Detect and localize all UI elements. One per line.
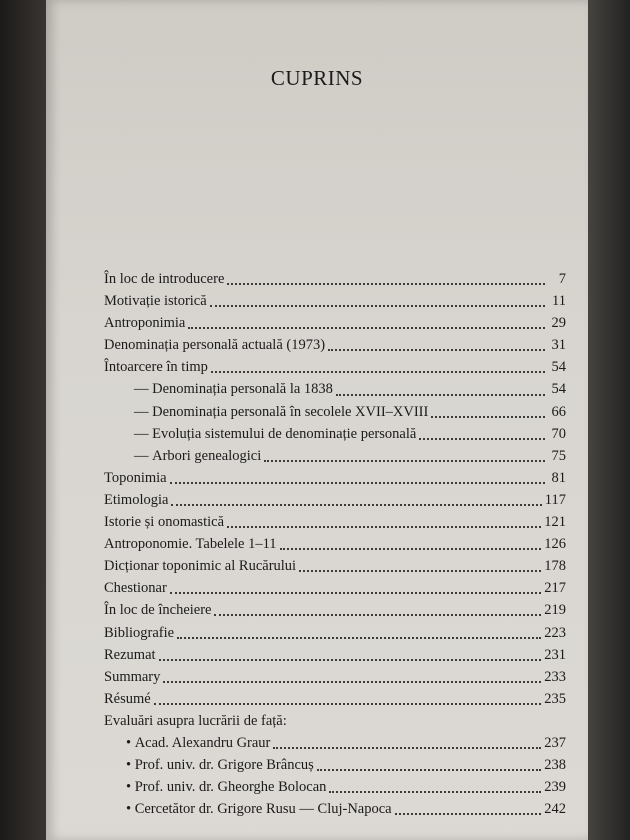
toc-entry-label: Denominația personală actuală (1973)	[104, 337, 326, 354]
toc-entry-page: 238	[544, 757, 566, 774]
toc-entry-page: 117	[544, 491, 566, 508]
dot-leader	[329, 791, 541, 793]
toc-entry	[104, 334, 566, 356]
toc-entry-label: Résumé	[104, 690, 151, 707]
toc-entry-page: 239	[544, 779, 566, 796]
toc-entry	[104, 555, 566, 577]
book-page	[46, 0, 588, 840]
dot-leader	[188, 327, 545, 329]
toc-entry-page: 231	[544, 646, 566, 663]
toc-entry	[104, 489, 566, 511]
toc-entry	[104, 644, 566, 666]
toc-entry-page: 178	[544, 558, 566, 575]
toc-entry-label: Evaluări asupra lucrării de față:	[104, 712, 287, 729]
dot-leader	[170, 482, 545, 484]
dot-leader	[227, 283, 545, 285]
toc-entry-page: 242	[544, 801, 566, 818]
toc-entry	[104, 356, 566, 378]
toc-subentry	[104, 445, 566, 467]
toc-entry-label: Bibliografie	[104, 624, 175, 641]
toc-entry-label: • Prof. univ. dr. Gheorghe Bolocan	[126, 776, 326, 798]
dot-leader	[336, 394, 545, 396]
toc-entry-label: Chestionar	[104, 580, 167, 597]
dot-leader	[210, 305, 545, 307]
dot-leader	[419, 438, 545, 440]
toc-entry-label: În loc de încheiere	[104, 602, 212, 619]
dot-leader	[273, 747, 541, 749]
toc-entry	[104, 599, 566, 621]
page-title: CUPRINS	[270, 66, 364, 90]
toc-entry-label: Antroponimia	[104, 315, 186, 332]
toc-entry-page: 121	[544, 514, 566, 531]
toc-bullet-entry	[104, 776, 566, 798]
dot-leader	[211, 371, 545, 373]
toc-entry-label: Antroponomie. Tabelele 1–11	[104, 536, 277, 553]
toc-entry-label: Motivație istorică	[104, 293, 207, 310]
toc-entry-page: 54	[551, 381, 566, 398]
dot-leader	[159, 659, 542, 661]
toc-entry-page: 219	[544, 602, 566, 619]
toc-entry-label: — Evoluția sistemului de denominație personală	[134, 423, 416, 445]
toc-bullet-entry	[104, 798, 566, 820]
toc-entry	[104, 290, 566, 312]
toc-entry-label: Dicționar toponimic al Rucărului	[104, 558, 297, 575]
toc-entry-page: 70	[551, 425, 566, 442]
toc-entry	[104, 666, 566, 688]
toc-entry-page: 31	[551, 337, 566, 354]
toc-subentry	[104, 378, 566, 400]
toc-entry-page: 7	[558, 271, 566, 287]
toc-entry-label: Etimologia	[104, 491, 169, 508]
dot-leader	[317, 769, 541, 771]
toc-entry-label: — Denominația personală la 1838	[134, 378, 333, 400]
toc-entry-page: 54	[551, 359, 566, 376]
toc-entry-page: 237	[544, 734, 566, 751]
toc-entry-label: — Arbori genealogici	[134, 445, 261, 467]
dot-leader	[431, 416, 545, 418]
toc-subentry	[104, 423, 566, 445]
book-edge-right	[584, 0, 630, 840]
toc-entry-label: În loc de introducere	[104, 271, 225, 287]
toc-entry	[104, 467, 566, 489]
toc-entry-page: 223	[544, 624, 566, 641]
dot-leader	[227, 526, 541, 528]
toc-bullet-entry	[104, 754, 566, 776]
toc-entry-page: 126	[544, 536, 566, 553]
toc-entry-label: Întoarcere în timp	[104, 359, 208, 376]
toc-entry-label: • Cercetător dr. Grigore Rusu — Cluj-Napoca	[126, 798, 392, 820]
toc-entry	[104, 533, 566, 555]
toc-entry-page: 29	[551, 315, 566, 332]
toc-entry-label: Toponimia	[104, 469, 167, 486]
toc-section-heading	[104, 710, 566, 732]
dot-leader	[171, 504, 541, 506]
toc-entry	[104, 511, 566, 533]
toc-entry-page: 11	[552, 293, 566, 310]
dot-leader	[214, 614, 541, 616]
toc-entry-label: • Prof. univ. dr. Grigore Brâncuș	[126, 754, 314, 776]
toc-entry-page: 81	[551, 469, 566, 486]
table-of-contents	[104, 268, 566, 820]
dot-leader	[395, 813, 542, 815]
toc-entry-page: 75	[551, 447, 566, 464]
toc-entry	[104, 577, 566, 599]
dot-leader	[154, 703, 542, 705]
toc-entry	[104, 312, 566, 334]
toc-entry-page: 233	[544, 668, 566, 685]
book-spine-left	[0, 0, 48, 840]
toc-entry-label: • Acad. Alexandru Graur	[126, 732, 270, 754]
toc-entry	[104, 688, 566, 710]
dot-leader	[328, 349, 545, 351]
toc-bullet-entry	[104, 732, 566, 754]
toc-entry-label: Istorie și onomastică	[104, 514, 225, 531]
dot-leader	[163, 681, 541, 683]
toc-entry-page: 66	[551, 403, 566, 420]
toc-entry-page: 217	[544, 580, 566, 597]
dot-leader	[280, 548, 542, 550]
toc-entry-page: 235	[544, 690, 566, 707]
dot-leader	[177, 637, 541, 639]
toc-entry-label: — Denominația personală în secolele XVII–XVIII	[134, 401, 428, 423]
toc-entry-label: Summary	[104, 668, 161, 685]
dot-leader	[299, 570, 541, 572]
toc-entry	[104, 622, 566, 644]
dot-leader	[170, 592, 541, 594]
toc-subentry	[104, 401, 566, 423]
toc-entry-label: Rezumat	[104, 646, 156, 663]
toc-entry	[104, 268, 566, 290]
dot-leader	[264, 460, 545, 462]
